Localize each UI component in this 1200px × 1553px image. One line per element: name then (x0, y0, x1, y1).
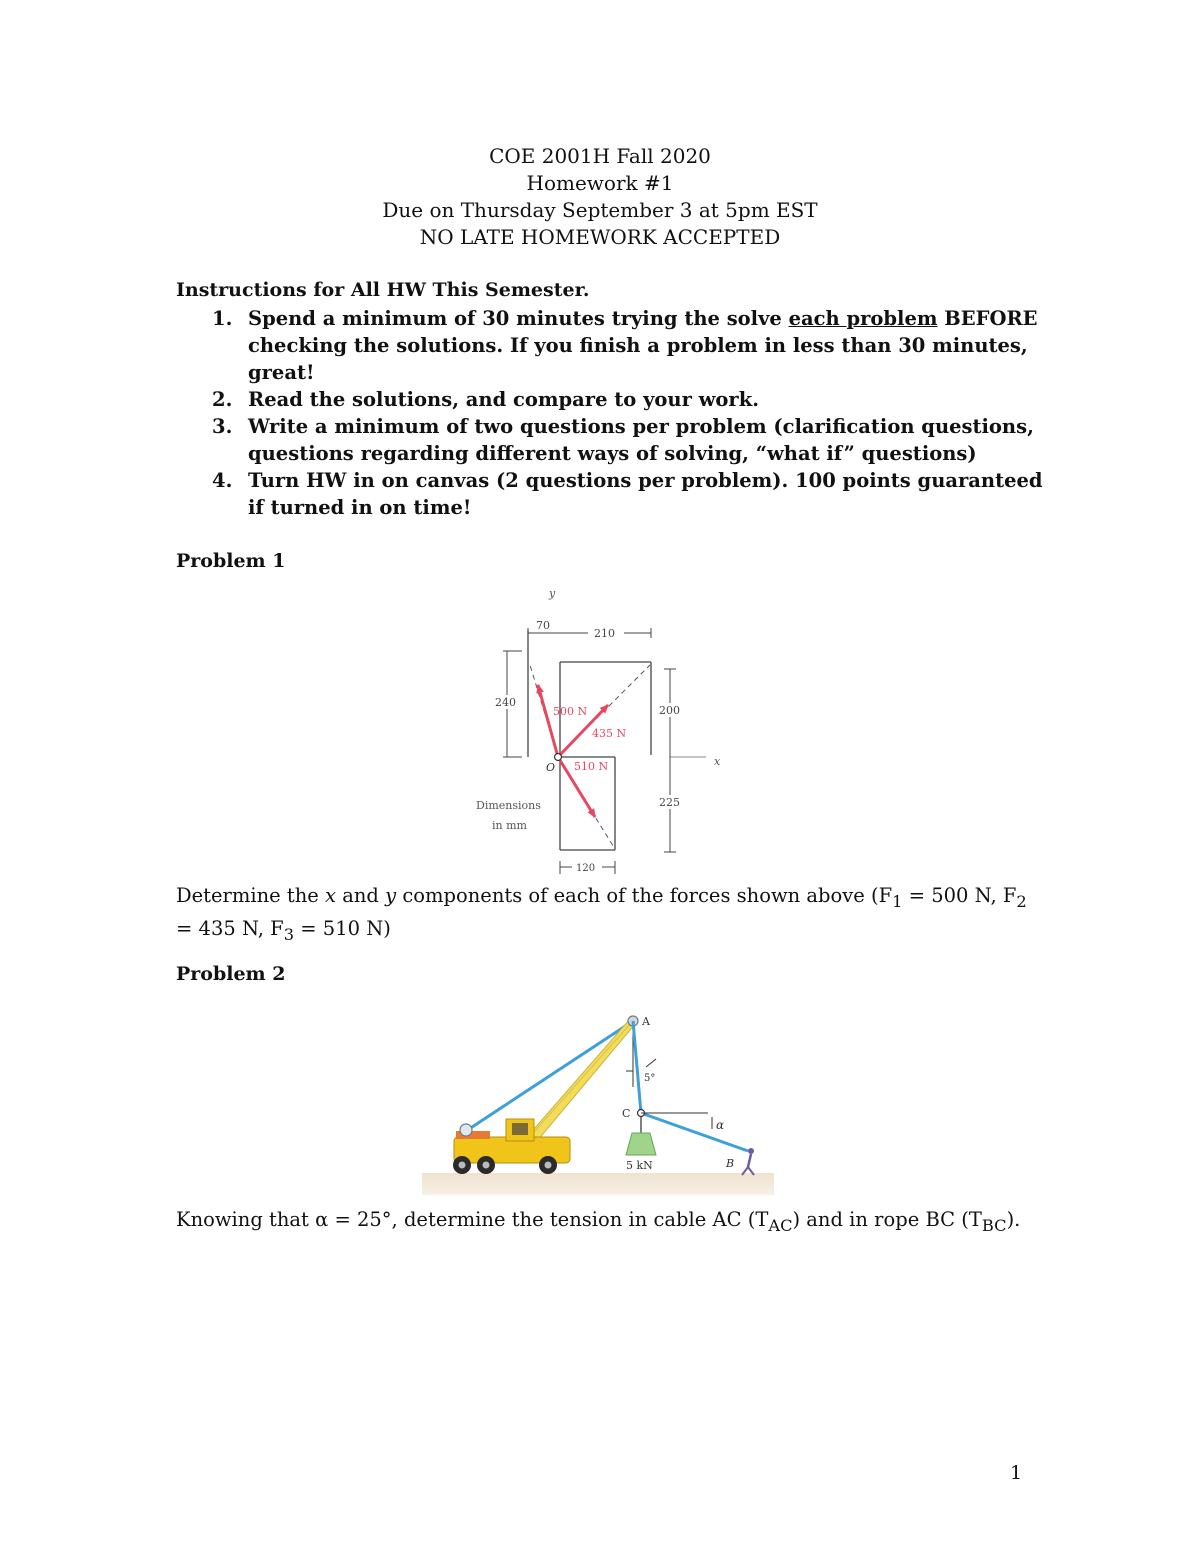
cable-ac (633, 1021, 641, 1113)
x-axis-label: x (714, 755, 720, 768)
label-angle: 5° (644, 1073, 656, 1084)
variable-y: y (385, 884, 397, 907)
problem-2-statement (176, 1206, 1076, 1239)
underlined-phrase: each problem (788, 307, 938, 330)
item-number: 2. (212, 388, 233, 411)
label-load: 5 kN (626, 1159, 653, 1172)
instruction-text: Spend a minimum of 30 minutes trying the solve (248, 307, 789, 330)
force-500-label: 500 N (553, 705, 588, 718)
text-run: components of each of the forces shown above (F (396, 884, 893, 907)
dimension-225: 225 (659, 796, 680, 809)
text-run: = 435 N, F (176, 916, 284, 940)
dimension-120: 120 (576, 863, 596, 874)
instruction-item (176, 386, 1056, 413)
course-title: COE 2001H Fall 2020 (489, 144, 711, 168)
text-run: = 500 N, F (902, 884, 1017, 907)
pulley-icon (460, 1124, 472, 1136)
subscript: 2 (1016, 891, 1027, 911)
instruction-text: Write a minimum of two questions per problem (clarification questions, questions regarding different ways of solving, “what if” questions) (248, 415, 1034, 465)
problem-2-title: Problem 2 (176, 963, 286, 985)
text-run: Knowing that α = 25°, determine the tension in cable AC (T (176, 1208, 769, 1231)
variable-x: x (325, 884, 337, 907)
label-alpha: α (716, 1118, 725, 1132)
instruction-item (176, 305, 1056, 386)
subscript: 3 (283, 924, 295, 944)
text-run: ). (1006, 1208, 1021, 1231)
y-axis-label: y (549, 587, 556, 600)
instruction-text: Turn HW in on canvas (2 questions per problem). 100 points guaranteed if turned in on time! (248, 469, 1043, 519)
dimension-200: 200 (659, 704, 680, 717)
problem-1-figure (470, 585, 720, 880)
item-number: 4. (212, 469, 233, 492)
subscript: BC (981, 1215, 1007, 1235)
text-run: = 510 N) (294, 916, 391, 940)
problem-2-figure (420, 1005, 776, 1197)
dimension-240: 240 (495, 696, 516, 709)
label-b: B (726, 1157, 735, 1170)
label-a: A (642, 1015, 650, 1028)
assignment-title: Homework #1 (526, 171, 674, 195)
page-number: 1 (1010, 1462, 1023, 1484)
rope-bc (641, 1113, 748, 1151)
instruction-item (176, 413, 1056, 467)
person-icon (742, 1148, 754, 1175)
subscript: 1 (892, 891, 903, 911)
instruction-text: Read the solutions, and compare to your work. (248, 388, 760, 411)
item-number: 1. (212, 307, 233, 330)
instructions-list (176, 305, 1056, 521)
text-run: Determine the (176, 884, 326, 907)
force-435-label: 435 N (592, 727, 627, 740)
subscript: AC (768, 1215, 793, 1235)
item-number: 3. (212, 415, 233, 438)
units-note: in mm (492, 819, 527, 832)
dimensions-note: Dimensions (476, 799, 541, 812)
instruction-item (176, 467, 1056, 521)
instruction-text: BEFORE checking the solutions. If you finish a problem in less than 30 minutes, great! (248, 307, 1038, 384)
text-run: and (336, 884, 386, 907)
problem-1-title: Problem 1 (176, 550, 286, 572)
due-date: Due on Thursday September 3 at 5pm EST (382, 198, 818, 222)
origin-label: O (546, 761, 556, 774)
label-c: C (622, 1107, 631, 1120)
instructions-title: Instructions for All HW This Semester. (176, 279, 590, 301)
force-510-label: 510 N (574, 760, 609, 773)
dimension-210: 210 (594, 627, 615, 640)
problem-1-statement (176, 882, 1036, 948)
late-policy: NO LATE HOMEWORK ACCEPTED (419, 225, 781, 249)
text-run: ) and in rope BC (T (792, 1208, 982, 1231)
load-weight (626, 1133, 656, 1155)
dimension-70: 70 (536, 619, 550, 632)
document-header (0, 143, 1200, 251)
ground (422, 1173, 774, 1195)
